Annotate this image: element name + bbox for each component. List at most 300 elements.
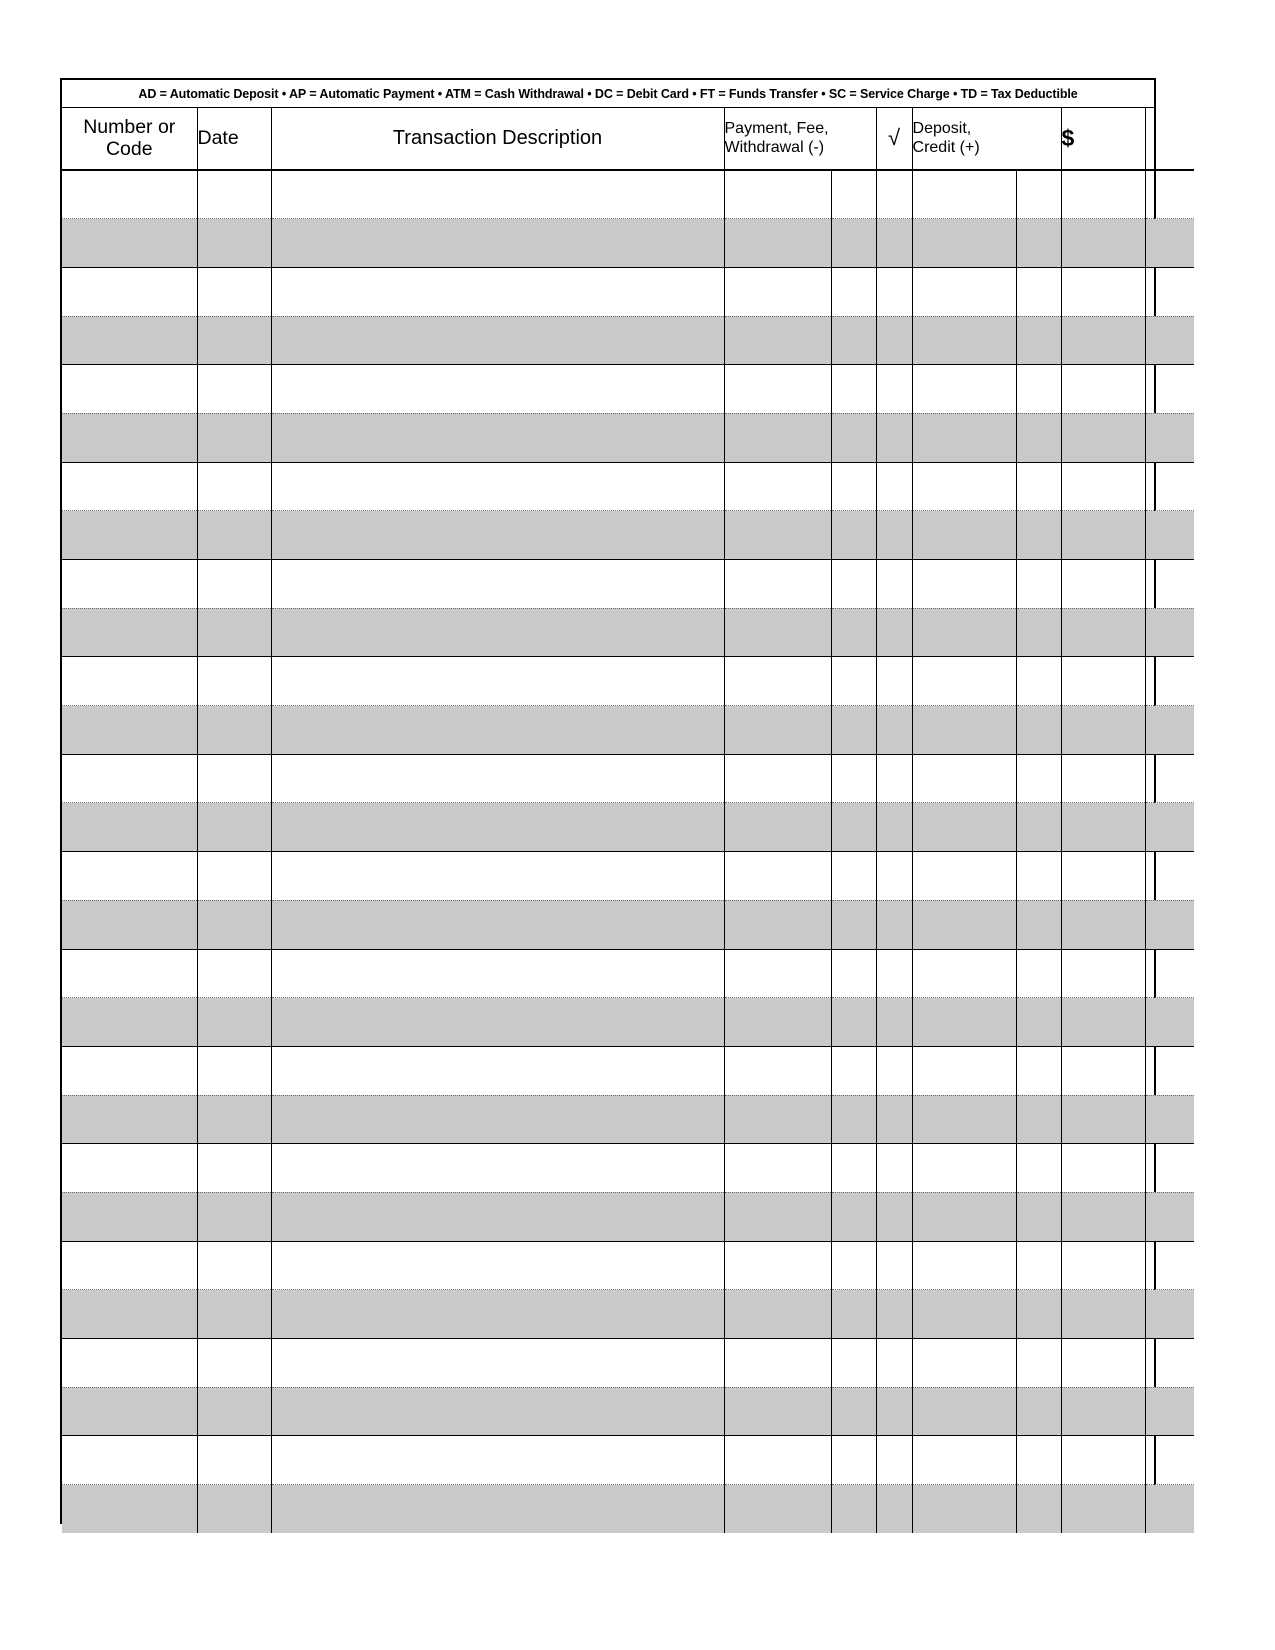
register-cell-payment[interactable] [724,560,831,609]
register-cell-number[interactable] [62,413,197,462]
register-cell-date[interactable] [197,949,271,998]
register-cell-payment[interactable] [724,900,831,949]
register-cell-date[interactable] [197,316,271,365]
register-cell-balance-cents[interactable] [1145,170,1194,219]
register-cell-check[interactable] [876,267,912,316]
register-cell-deposit[interactable] [912,170,1016,219]
register-cell-balance[interactable] [1061,1241,1145,1290]
register-cell-check[interactable] [876,657,912,706]
column-header-number-or-code [62,108,197,170]
register-cell-deposit[interactable] [912,267,1016,316]
register-cell-date[interactable] [197,754,271,803]
register-cell-number[interactable] [62,1387,197,1436]
register-cell-deposit-cents[interactable] [1016,413,1061,462]
register-cell-deposit-cents[interactable] [1016,267,1061,316]
register-cell-deposit-cents[interactable] [1016,170,1061,219]
register-cell-balance[interactable] [1061,462,1145,511]
register-cell-payment[interactable] [724,949,831,998]
register-cell-payment-cents[interactable] [831,316,876,365]
register-cell-balance-cents[interactable] [1145,1290,1194,1339]
register-cell-payment[interactable] [724,462,831,511]
register-cell-payment-cents[interactable] [831,560,876,609]
register-cell-payment[interactable] [724,1241,831,1290]
register-cell-deposit-cents[interactable] [1016,1339,1061,1388]
register-cell-payment-cents[interactable] [831,462,876,511]
register-cell-number[interactable] [62,560,197,609]
register-cell-balance-cents[interactable] [1145,949,1194,998]
register-cell-balance[interactable] [1061,413,1145,462]
register-cell-check[interactable] [876,1387,912,1436]
register-cell-payment[interactable] [724,511,831,560]
register-cell-number[interactable] [62,706,197,755]
register-cell-payment-cents[interactable] [831,219,876,268]
register-cell-description[interactable] [271,1290,724,1339]
register-cell-deposit[interactable] [912,608,1016,657]
register-cell-description[interactable] [271,1144,724,1193]
register-cell-date[interactable] [197,1241,271,1290]
table-row [62,413,1194,462]
register-cell-date[interactable] [197,1485,271,1534]
register-cell-balance[interactable] [1061,1046,1145,1095]
register-cell-deposit-cents[interactable] [1016,316,1061,365]
register-cell-number[interactable] [62,1046,197,1095]
register-cell-number[interactable] [62,998,197,1047]
register-cell-balance-cents[interactable] [1145,1387,1194,1436]
register-cell-payment[interactable] [724,1192,831,1241]
register-cell-description[interactable] [271,413,724,462]
register-cell-number[interactable] [62,1485,197,1534]
register-cell-number[interactable] [62,1290,197,1339]
register-cell-date[interactable] [197,462,271,511]
register-cell-description[interactable] [271,1241,724,1290]
register-cell-date[interactable] [197,365,271,414]
table-row [62,462,1194,511]
register-cell-payment[interactable] [724,998,831,1047]
register-cell-payment[interactable] [724,608,831,657]
register-cell-check[interactable] [876,462,912,511]
register-cell-deposit[interactable] [912,1241,1016,1290]
register-cell-date[interactable] [197,1192,271,1241]
register-cell-check[interactable] [876,1046,912,1095]
register-cell-balance-cents[interactable] [1145,998,1194,1047]
register-cell-deposit[interactable] [912,1095,1016,1144]
register-cell-check[interactable] [876,511,912,560]
register-cell-payment-cents[interactable] [831,1436,876,1485]
table-row [62,316,1194,365]
register-cell-balance[interactable] [1061,657,1145,706]
register-cell-deposit-cents[interactable] [1016,803,1061,852]
table-row [62,1192,1194,1241]
register-cell-number[interactable] [62,852,197,901]
register-cell-date[interactable] [197,1436,271,1485]
register-cell-number[interactable] [62,511,197,560]
register-cell-deposit[interactable] [912,852,1016,901]
register-cell-number[interactable] [62,1095,197,1144]
register-cell-date[interactable] [197,803,271,852]
table-row [62,803,1194,852]
table-row [62,170,1194,219]
register-cell-payment-cents[interactable] [831,608,876,657]
column-header-deposit [912,108,1061,170]
register-cell-payment-cents[interactable] [831,1144,876,1193]
register-cell-description[interactable] [271,949,724,998]
register-cell-payment-cents[interactable] [831,852,876,901]
register-cell-number[interactable] [62,608,197,657]
register-cell-number[interactable] [62,900,197,949]
register-cell-balance[interactable] [1061,267,1145,316]
register-cell-payment-cents[interactable] [831,170,876,219]
register-cell-balance-cents[interactable] [1145,267,1194,316]
register-cell-check[interactable] [876,170,912,219]
table-row [62,1241,1194,1290]
register-cell-deposit[interactable] [912,900,1016,949]
register-cell-description[interactable] [271,852,724,901]
table-row [62,852,1194,901]
register-cell-check[interactable] [876,1290,912,1339]
register-cell-balance-cents[interactable] [1145,1095,1194,1144]
register-cell-description[interactable] [271,900,724,949]
register-cell-description[interactable] [271,365,724,414]
register-cell-deposit-cents[interactable] [1016,1290,1061,1339]
table-row [62,998,1194,1047]
register-cell-balance[interactable] [1061,706,1145,755]
table-row [62,1436,1194,1485]
register-cell-balance-cents[interactable] [1145,1192,1194,1241]
register-cell-deposit-cents[interactable] [1016,1387,1061,1436]
register-cell-deposit-cents[interactable] [1016,949,1061,998]
register-cell-number[interactable] [62,803,197,852]
register-cell-date[interactable] [197,413,271,462]
register-cell-check[interactable] [876,1192,912,1241]
register-cell-deposit-cents[interactable] [1016,657,1061,706]
register-cell-payment-cents[interactable] [831,657,876,706]
register-cell-deposit-cents[interactable] [1016,608,1061,657]
register-cell-payment-cents[interactable] [831,900,876,949]
register-cell-balance-cents[interactable] [1145,1436,1194,1485]
register-cell-check[interactable] [876,365,912,414]
register-cell-deposit-cents[interactable] [1016,511,1061,560]
register-cell-check[interactable] [876,998,912,1047]
register-cell-deposit-cents[interactable] [1016,1485,1061,1534]
register-cell-payment[interactable] [724,1485,831,1534]
register-cell-balance[interactable] [1061,852,1145,901]
register-cell-balance[interactable] [1061,1192,1145,1241]
register-cell-payment-cents[interactable] [831,1095,876,1144]
register-cell-balance[interactable] [1061,998,1145,1047]
register-cell-deposit[interactable] [912,1144,1016,1193]
register-cell-balance-cents[interactable] [1145,608,1194,657]
register-cell-description[interactable] [271,219,724,268]
register-cell-balance-cents[interactable] [1145,1046,1194,1095]
register-cell-check[interactable] [876,560,912,609]
register-cell-check[interactable] [876,1485,912,1534]
register-cell-payment[interactable] [724,657,831,706]
register-cell-deposit[interactable] [912,706,1016,755]
register-cell-balance[interactable] [1061,316,1145,365]
register-cell-description[interactable] [271,706,724,755]
register-cell-description[interactable] [271,170,724,219]
register-cell-balance-cents[interactable] [1145,803,1194,852]
register-cell-description[interactable] [271,1485,724,1534]
register-cell-balance-cents[interactable] [1145,1241,1194,1290]
register-cell-payment[interactable] [724,267,831,316]
register-cell-payment-cents[interactable] [831,1387,876,1436]
register-cell-balance[interactable] [1061,170,1145,219]
register-cell-balance-cents[interactable] [1145,413,1194,462]
register-cell-payment[interactable] [724,365,831,414]
register-cell-number[interactable] [62,462,197,511]
register-cell-deposit[interactable] [912,219,1016,268]
register-cell-description[interactable] [271,1436,724,1485]
register-cell-deposit[interactable] [912,560,1016,609]
register-cell-check[interactable] [876,316,912,365]
register-cell-deposit[interactable] [912,998,1016,1047]
register-cell-deposit-cents[interactable] [1016,462,1061,511]
register-cell-balance[interactable] [1061,1436,1145,1485]
register-cell-balance[interactable] [1061,1290,1145,1339]
register-cell-balance-cents[interactable] [1145,316,1194,365]
register-cell-description[interactable] [271,754,724,803]
register-cell-date[interactable] [197,1339,271,1388]
register-cell-number[interactable] [62,365,197,414]
register-cell-balance[interactable] [1061,608,1145,657]
register-cell-deposit[interactable] [912,316,1016,365]
register-cell-date[interactable] [197,608,271,657]
register-cell-balance[interactable] [1061,754,1145,803]
table-row [62,219,1194,268]
register-cell-balance-cents[interactable] [1145,657,1194,706]
register-cell-check[interactable] [876,803,912,852]
register-cell-check[interactable] [876,219,912,268]
register-cell-deposit[interactable] [912,949,1016,998]
register-cell-description[interactable] [271,316,724,365]
register-cell-check[interactable] [876,1144,912,1193]
register-cell-payment[interactable] [724,754,831,803]
register-cell-check[interactable] [876,1095,912,1144]
register-cell-date[interactable] [197,657,271,706]
register-cell-balance[interactable] [1061,511,1145,560]
register-cell-balance-cents[interactable] [1145,1485,1194,1534]
register-cell-payment-cents[interactable] [831,1290,876,1339]
table-row [62,1144,1194,1193]
register-cell-balance-cents[interactable] [1145,900,1194,949]
register-cell-number[interactable] [62,949,197,998]
register-cell-deposit[interactable] [912,1046,1016,1095]
register-cell-payment[interactable] [724,316,831,365]
register-cell-description[interactable] [271,608,724,657]
register-cell-payment-cents[interactable] [831,1046,876,1095]
register-cell-payment-cents[interactable] [831,365,876,414]
register-cell-deposit[interactable] [912,413,1016,462]
register-cell-date[interactable] [197,998,271,1047]
register-cell-deposit[interactable] [912,1192,1016,1241]
register-cell-check[interactable] [876,949,912,998]
register-cell-payment-cents[interactable] [831,1339,876,1388]
register-cell-date[interactable] [197,900,271,949]
table-row [62,267,1194,316]
register-cell-balance-cents[interactable] [1145,462,1194,511]
register-cell-description[interactable] [271,560,724,609]
register-cell-payment-cents[interactable] [831,949,876,998]
register-cell-check[interactable] [876,413,912,462]
register-cell-deposit[interactable] [912,365,1016,414]
register-cell-date[interactable] [197,1387,271,1436]
register-cell-deposit-cents[interactable] [1016,998,1061,1047]
register-cell-number[interactable] [62,657,197,706]
register-cell-payment[interactable] [724,1095,831,1144]
register-cell-number[interactable] [62,1144,197,1193]
register-cell-payment-cents[interactable] [831,1485,876,1534]
register-cell-deposit[interactable] [912,1387,1016,1436]
register-cell-check[interactable] [876,1339,912,1388]
register-cell-deposit-cents[interactable] [1016,852,1061,901]
register-cell-payment-cents[interactable] [831,413,876,462]
register-cell-deposit-cents[interactable] [1016,1095,1061,1144]
register-cell-date[interactable] [197,1046,271,1095]
register-cell-number[interactable] [62,219,197,268]
register-cell-payment-cents[interactable] [831,998,876,1047]
register-cell-check[interactable] [876,852,912,901]
register-cell-payment-cents[interactable] [831,706,876,755]
register-cell-balance-cents[interactable] [1145,365,1194,414]
register-cell-number[interactable] [62,170,197,219]
register-cell-description[interactable] [271,1339,724,1388]
register-cell-payment[interactable] [724,219,831,268]
register-cell-deposit-cents[interactable] [1016,365,1061,414]
register-cell-balance-cents[interactable] [1145,852,1194,901]
register-cell-payment[interactable] [724,852,831,901]
register-cell-payment[interactable] [724,1436,831,1485]
check-register-table [60,78,1156,1524]
register-cell-balance[interactable] [1061,560,1145,609]
register-grid [62,108,1194,1533]
register-cell-deposit[interactable] [912,657,1016,706]
register-cell-balance[interactable] [1061,949,1145,998]
register-cell-balance-cents[interactable] [1145,1144,1194,1193]
register-cell-deposit-cents[interactable] [1016,754,1061,803]
register-cell-payment[interactable] [724,1387,831,1436]
register-cell-balance-cents[interactable] [1145,1339,1194,1388]
table-row [62,706,1194,755]
register-cell-balance-cents[interactable] [1145,754,1194,803]
register-cell-deposit[interactable] [912,803,1016,852]
register-cell-deposit[interactable] [912,1485,1016,1534]
register-cell-description[interactable] [271,1387,724,1436]
register-cell-date[interactable] [197,511,271,560]
register-cell-payment[interactable] [724,1290,831,1339]
register-cell-date[interactable] [197,219,271,268]
register-cell-description[interactable] [271,1095,724,1144]
register-cell-balance[interactable] [1061,900,1145,949]
register-cell-balance[interactable] [1061,1485,1145,1534]
register-cell-balance-cents[interactable] [1145,560,1194,609]
register-cell-description[interactable] [271,1192,724,1241]
register-cell-date[interactable] [197,1095,271,1144]
register-cell-payment-cents[interactable] [831,1241,876,1290]
register-cell-check[interactable] [876,1436,912,1485]
register-cell-date[interactable] [197,170,271,219]
register-cell-check[interactable] [876,900,912,949]
register-cell-description[interactable] [271,803,724,852]
register-cell-balance[interactable] [1061,1387,1145,1436]
register-cell-payment[interactable] [724,706,831,755]
register-cell-payment-cents[interactable] [831,754,876,803]
register-cell-deposit-cents[interactable] [1016,706,1061,755]
table-row [62,900,1194,949]
register-cell-deposit-cents[interactable] [1016,1046,1061,1095]
register-cell-balance[interactable] [1061,365,1145,414]
register-cell-description[interactable] [271,511,724,560]
register-cell-description[interactable] [271,657,724,706]
register-cell-number[interactable] [62,267,197,316]
register-cell-date[interactable] [197,267,271,316]
register-cell-payment[interactable] [724,413,831,462]
register-cell-date[interactable] [197,706,271,755]
register-cell-balance[interactable] [1061,219,1145,268]
register-cell-deposit[interactable] [912,1339,1016,1388]
register-cell-deposit[interactable] [912,511,1016,560]
register-cell-payment[interactable] [724,1339,831,1388]
register-cell-deposit-cents[interactable] [1016,1436,1061,1485]
register-cell-payment-cents[interactable] [831,511,876,560]
register-cell-payment[interactable] [724,170,831,219]
column-header-deposit-line2: Credit (+) [912,138,980,156]
register-cell-payment-cents[interactable] [831,1192,876,1241]
register-cell-date[interactable] [197,1144,271,1193]
register-cell-balance[interactable] [1061,1095,1145,1144]
register-cell-date[interactable] [197,560,271,609]
register-cell-deposit-cents[interactable] [1016,560,1061,609]
register-cell-date[interactable] [197,852,271,901]
register-cell-number[interactable] [62,1339,197,1388]
register-cell-deposit[interactable] [912,462,1016,511]
register-cell-description[interactable] [271,998,724,1047]
register-cell-check[interactable] [876,1241,912,1290]
register-cell-date[interactable] [197,1290,271,1339]
register-cell-deposit[interactable] [912,754,1016,803]
register-cell-deposit-cents[interactable] [1016,219,1061,268]
register-cell-balance-cents[interactable] [1145,706,1194,755]
register-cell-balance[interactable] [1061,1144,1145,1193]
register-cell-deposit-cents[interactable] [1016,1192,1061,1241]
register-cell-deposit-cents[interactable] [1016,900,1061,949]
register-cell-payment-cents[interactable] [831,267,876,316]
register-cell-number[interactable] [62,1436,197,1485]
register-cell-number[interactable] [62,1241,197,1290]
register-cell-number[interactable] [62,316,197,365]
register-cell-check[interactable] [876,706,912,755]
register-cell-balance-cents[interactable] [1145,511,1194,560]
register-cell-check[interactable] [876,754,912,803]
register-cell-number[interactable] [62,754,197,803]
register-cell-check[interactable] [876,608,912,657]
register-cell-balance[interactable] [1061,1339,1145,1388]
register-cell-deposit-cents[interactable] [1016,1241,1061,1290]
register-cell-payment[interactable] [724,1046,831,1095]
register-cell-balance[interactable] [1061,803,1145,852]
register-cell-payment-cents[interactable] [831,803,876,852]
register-cell-deposit[interactable] [912,1436,1016,1485]
register-cell-balance-cents[interactable] [1145,219,1194,268]
register-cell-number[interactable] [62,1192,197,1241]
register-cell-deposit[interactable] [912,1290,1016,1339]
register-cell-description[interactable] [271,462,724,511]
register-cell-description[interactable] [271,1046,724,1095]
register-cell-payment[interactable] [724,1144,831,1193]
register-cell-description[interactable] [271,267,724,316]
register-cell-payment[interactable] [724,803,831,852]
register-cell-deposit-cents[interactable] [1016,1144,1061,1193]
